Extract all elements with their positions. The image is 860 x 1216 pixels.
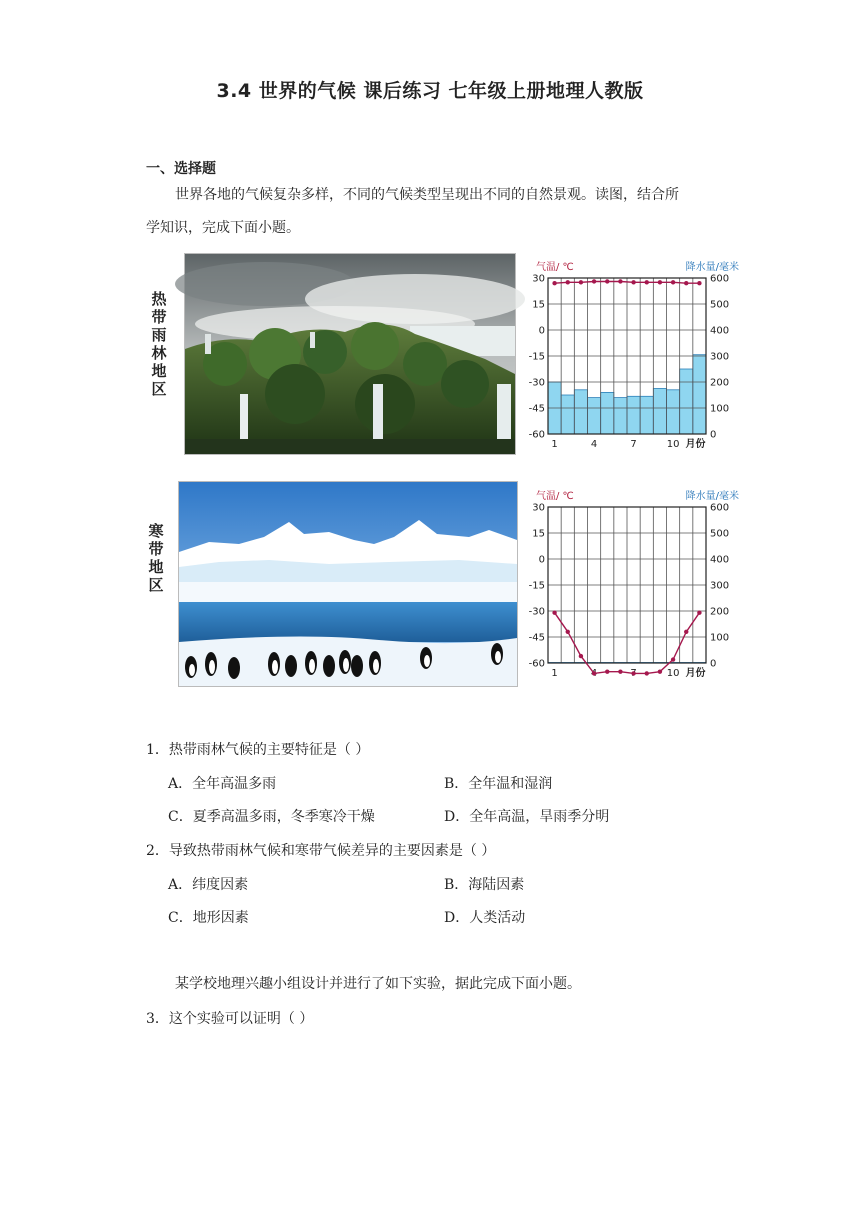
temperature-point	[645, 671, 649, 675]
temperature-tick-label: 30	[532, 273, 545, 285]
precipitation-bar	[561, 395, 574, 434]
temperature-tick-label: -45	[528, 403, 545, 415]
precipitation-bar	[574, 390, 587, 434]
intro-paragraph-line2: 学知识，完成下面小题。	[146, 220, 300, 236]
precipitation-tick-label: 0	[710, 429, 717, 441]
month-tick-label: 1	[551, 668, 558, 679]
temperature-point	[566, 630, 570, 634]
temperature-tick-label: -30	[528, 606, 545, 618]
tropical-climate-chart	[528, 258, 740, 458]
temperature-point	[605, 669, 609, 673]
precipitation-bar	[588, 398, 601, 434]
precipitation-tick-label: 200	[710, 606, 730, 618]
question-1-option-c: C．夏季高温多雨，冬季寒冷干燥	[168, 809, 375, 825]
precipitation-tick-label: 500	[710, 528, 730, 540]
precipitation-bar	[640, 396, 653, 434]
precipitation-tick-label: 500	[710, 299, 730, 311]
antarctic-ice-photo	[178, 481, 518, 687]
question-1-option-a: A．全年高温多雨	[168, 776, 277, 792]
frigid-climate-chart	[528, 487, 740, 687]
month-axis-unit: 月份	[685, 668, 706, 679]
month-tick-label: 1	[551, 439, 558, 450]
temperature-tick-label: -30	[528, 377, 545, 389]
precipitation-tick-label: 300	[710, 351, 730, 363]
temperature-point	[592, 279, 596, 283]
question-2-option-d: D．人类活动	[444, 910, 526, 926]
frigid-region-label: 寒 带 地 区	[148, 522, 164, 594]
precipitation-bar	[667, 390, 680, 434]
precipitation-bar	[680, 369, 693, 434]
temperature-point	[671, 280, 675, 284]
temperature-point	[658, 280, 662, 284]
precipitation-tick-label: 100	[710, 632, 730, 644]
precipitation-bar	[693, 355, 706, 434]
temperature-point	[697, 281, 701, 285]
temperature-point	[605, 279, 609, 283]
question-1: 1．热带雨林气候的主要特征是（ ）	[146, 742, 370, 758]
month-axis-unit: 月份	[685, 439, 706, 450]
page-title: 3.4 世界的气候 课后练习 七年级上册地理人教版	[216, 80, 644, 102]
precipitation-tick-label: 600	[710, 273, 730, 285]
precipitation-tick-label: 100	[710, 403, 730, 415]
precipitation-tick-label: 300	[710, 580, 730, 592]
question-1-option-b: B．全年温和湿润	[444, 776, 553, 792]
temperature-point	[658, 669, 662, 673]
tropical-region-label: 热 带 雨 林 地 区	[151, 290, 167, 398]
temperature-point	[579, 654, 583, 658]
temperature-point	[645, 280, 649, 284]
right-axis-title: 降水量/毫米	[685, 262, 739, 273]
precipitation-bar	[614, 398, 627, 434]
question-3: 3．这个实验可以证明（ ）	[146, 1011, 314, 1027]
temperature-tick-label: -15	[528, 580, 545, 592]
precipitation-tick-label: 600	[710, 502, 730, 514]
temperature-tick-label: 15	[532, 528, 545, 540]
temperature-point	[618, 669, 622, 673]
question-2-option-c: C．地形因素	[168, 910, 249, 926]
precipitation-bar	[601, 392, 614, 434]
temperature-tick-label: 0	[538, 325, 545, 337]
month-tick-label: 10	[666, 668, 680, 679]
temperature-point	[671, 657, 675, 661]
precipitation-tick-label: 400	[710, 554, 730, 566]
temperature-tick-label: -60	[528, 658, 545, 670]
question-2-option-b: B．海陆因素	[444, 877, 525, 893]
precipitation-bar	[653, 389, 666, 435]
month-tick-label: 4	[590, 439, 598, 450]
left-axis-title: 气温/ ℃	[536, 262, 574, 273]
rainforest-photo	[184, 253, 516, 455]
month-tick-label: 10	[666, 439, 680, 450]
temperature-tick-label: 0	[538, 554, 545, 566]
temperature-tick-label: 30	[532, 502, 545, 514]
temperature-point	[579, 280, 583, 284]
temperature-tick-label: 15	[532, 299, 545, 311]
temperature-tick-label: -15	[528, 351, 545, 363]
temperature-point	[631, 671, 635, 675]
left-axis-title: 气温/ ℃	[536, 491, 574, 502]
temperature-point	[592, 671, 596, 675]
intro-paragraph-line1: 世界各地的气候复杂多样，不同的气候类型呈现出不同的自然景观。读图，结合所	[175, 187, 679, 203]
temperature-point	[552, 281, 556, 285]
precipitation-tick-label: 0	[710, 658, 717, 670]
precipitation-tick-label: 200	[710, 377, 730, 389]
temperature-point	[552, 611, 556, 615]
temperature-point	[697, 611, 701, 615]
experiment-intro: 某学校地理兴趣小组设计并进行了如下实验，据此完成下面小题。	[175, 976, 581, 992]
temperature-point	[684, 281, 688, 285]
temperature-point	[618, 279, 622, 283]
month-tick-label: 7	[630, 439, 637, 450]
question-2: 2．导致热带雨林气候和寒带气候差异的主要因素是（ ）	[146, 843, 496, 859]
right-axis-title: 降水量/毫米	[685, 491, 739, 502]
temperature-point	[566, 280, 570, 284]
question-1-option-d: D．全年高温，旱雨季分明	[444, 809, 610, 825]
precipitation-bar	[627, 396, 640, 434]
temperature-tick-label: -45	[528, 632, 545, 644]
section-heading: 一、选择题	[146, 161, 216, 177]
precipitation-tick-label: 400	[710, 325, 730, 337]
temperature-point	[631, 280, 635, 284]
temperature-point	[684, 630, 688, 634]
temperature-tick-label: -60	[528, 429, 545, 441]
question-2-option-a: A．纬度因素	[168, 877, 249, 893]
